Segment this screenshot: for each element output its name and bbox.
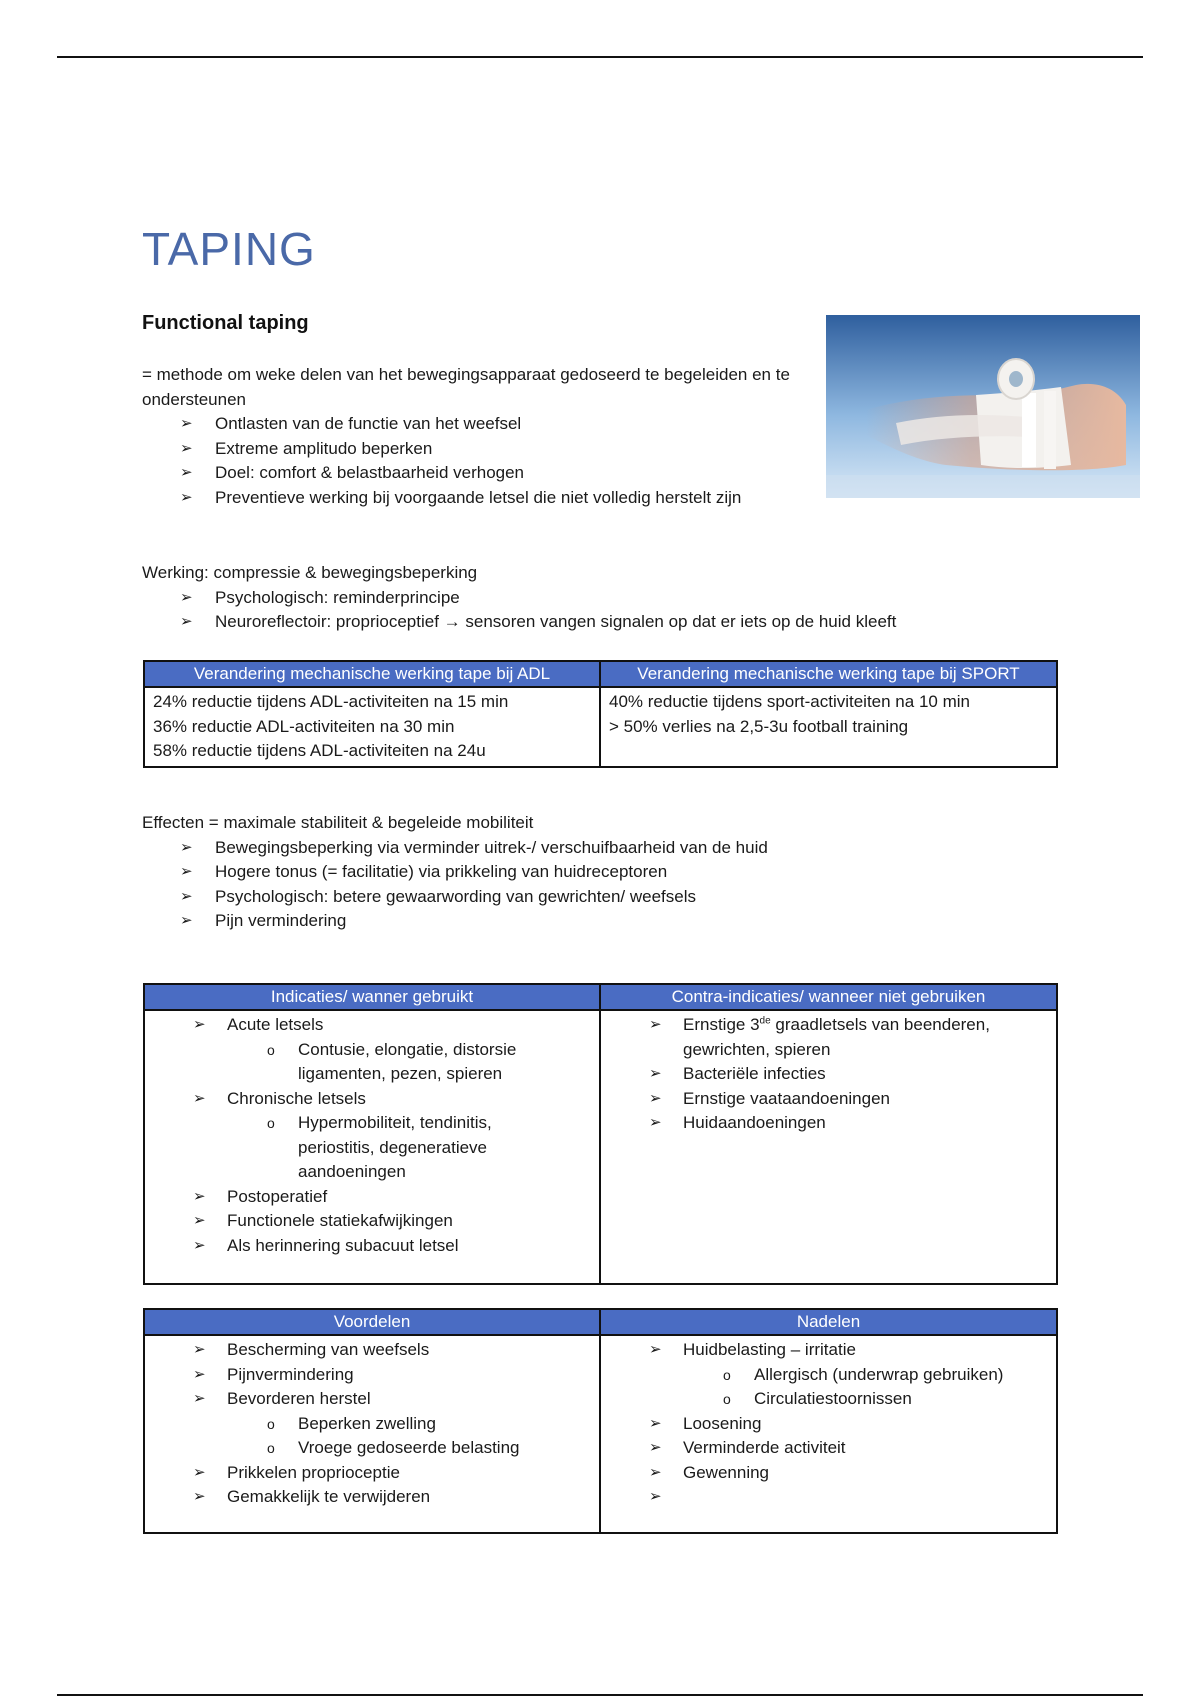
list-item: o Contusie, elongatie, distorsie ligamenten, pezen, spieren: [145, 1038, 559, 1087]
taped-ankle-photo: [826, 315, 1140, 498]
table-cell-line: 58% reductie tijdens ADL-activiteiten na 24u: [153, 741, 486, 760]
effecten-text: Effecten = maximale stabiliteit & begeleide mobiliteit: [142, 813, 534, 832]
mechanical-table: [143, 660, 1058, 768]
list-item: ➢ Gewenning: [601, 1461, 1056, 1486]
list-item: ➢ Ontlasten van de functie van het weefsel: [142, 412, 822, 437]
list-item: o Vroege gedoseerde belasting: [145, 1436, 599, 1461]
list-item: ➢ Chronische letsels: [145, 1087, 599, 1112]
werking-text: Werking: compressie & bewegingsbeperking: [142, 563, 478, 582]
list-item: ➢ Postoperatief: [145, 1185, 599, 1210]
list-item: o Hypermobiliteit, tendinitis, periostitis, degeneratieve aandoeningen: [145, 1111, 559, 1185]
werking-block: [142, 561, 1042, 635]
list-item: ➢ Preventieve werking bij voorgaande letsel die niet volledig herstelt zijn: [142, 486, 822, 511]
table-cell-line: 24% reductie tijdens ADL-activiteiten na 15 min: [153, 692, 509, 711]
definition-list: [142, 412, 822, 510]
header-rule: [57, 56, 1143, 58]
effecten-list: [142, 836, 1042, 934]
list-item: ➢ Psychologisch: betere gewaarwording van gewrichten/ weefsels: [142, 885, 1042, 910]
list-item: [145, 1013, 599, 1038]
list-item: ➢ Bevorderen herstel: [145, 1387, 599, 1412]
list-item: o Circulatiestoornissen: [601, 1387, 1056, 1412]
table-cell-line: > 50% verlies na 2,5-3u football training: [609, 716, 909, 736]
list-item: [601, 1485, 1056, 1510]
list-item: ➢ Loosening: [601, 1412, 1056, 1437]
table-header: Verandering mechanische werking tape bij ADL: [144, 661, 600, 687]
indications-cell: [144, 1010, 600, 1284]
voordelen-cell: [144, 1335, 600, 1533]
indications-table: [143, 983, 1058, 1285]
nadelen-list: [601, 1412, 1056, 1510]
table-header: Verandering mechanische werking tape bij SPORT: [600, 661, 1057, 687]
list-item: ➢ Gemakkelijk te verwijderen: [145, 1485, 599, 1510]
definition-block: [142, 363, 822, 510]
list-item-text: graadletsels van beenderen, gewrichten, spieren: [683, 1015, 990, 1059]
list-item: [601, 1013, 1036, 1062]
list-item: ➢ Doel: comfort & belastbaarheid verhogen: [142, 461, 822, 486]
list-item: ➢ Huidaandoeningen: [601, 1111, 1036, 1136]
werking-list: [142, 586, 1042, 635]
contra-indications-cell: [600, 1010, 1057, 1284]
voordelen-list: [145, 1338, 599, 1412]
indications-list: [145, 1087, 599, 1112]
list-item: ➢ Verminderde activiteit: [601, 1436, 1056, 1461]
ankle-tape-image: [826, 315, 1140, 498]
table-header: Indicaties/ wanner gebruikt: [144, 984, 600, 1010]
list-item-text: Ernstige 3: [683, 1015, 760, 1034]
nadelen-cell: [600, 1335, 1057, 1533]
list-item: ➢ Bacteriële infecties: [601, 1062, 1036, 1087]
sport-cell: [600, 687, 1057, 767]
list-item: ➢ Huidbelasting – irritatie: [601, 1338, 1056, 1363]
superscript: de: [759, 1015, 771, 1027]
list-item: ➢ Prikkelen proprioceptie: [145, 1461, 599, 1486]
pros-cons-table: [143, 1308, 1058, 1534]
table-cell-line: 36% reductie ADL-activiteiten na 30 min: [153, 716, 455, 736]
list-item: ➢ Als herinnering subacuut letsel: [145, 1234, 599, 1259]
page-title: TAPING: [142, 223, 316, 275]
list-item: ➢ Psychologisch: reminderprincipe: [142, 586, 1042, 611]
footer-rule: [57, 1694, 1143, 1696]
list-item: o Allergisch (underwrap gebruiken): [601, 1363, 1056, 1388]
table-cell-line: 40% reductie tijdens sport-activiteiten na 10 min: [609, 692, 970, 711]
indications-sublist: [145, 1111, 599, 1185]
list-item-label: Acute letsels: [227, 1015, 324, 1034]
effecten-block: [142, 811, 1042, 934]
list-item: o Beperken zwelling: [145, 1412, 599, 1437]
indications-list: [145, 1013, 599, 1038]
section-title: Functional taping: [142, 312, 309, 334]
list-item: ➢ Functionele statiekafwijkingen: [145, 1209, 599, 1234]
table-header: Voordelen: [144, 1309, 600, 1335]
voordelen-list: [145, 1461, 599, 1510]
list-item: ➢ Hogere tonus (= facilitatie) via prikkeling van huidreceptoren: [142, 860, 1042, 885]
contra-list: [601, 1013, 1056, 1136]
list-item: ➢ Bewegingsbeperking via verminder uitrek-/ verschuifbaarheid van de huid: [142, 836, 1042, 861]
definition-text: = methode om weke delen van het bewegingsapparaat gedoseerd te begeleiden en te ondersteunen: [142, 365, 790, 409]
indications-sublist: [145, 1038, 599, 1087]
voordelen-sublist: [145, 1412, 599, 1461]
list-item: ➢ Pijnvermindering: [145, 1363, 599, 1388]
indications-list: [145, 1185, 599, 1259]
nadelen-list: [601, 1338, 1056, 1363]
list-item: ➢ Ernstige vaataandoeningen: [601, 1087, 1036, 1112]
list-item: ➢ Extreme amplitudo beperken: [142, 437, 822, 462]
adl-cell: [144, 687, 600, 767]
list-item: ➢ Pijn vermindering: [142, 909, 1042, 934]
list-item: ➢ Neuroreflectoir: proprioceptief → sensoren vangen signalen op dat er iets op de huid kleeft: [142, 610, 1042, 635]
table-header: Contra-indicaties/ wanneer niet gebruiken: [600, 984, 1057, 1010]
nadelen-sublist: [601, 1363, 1056, 1412]
table-header: Nadelen: [600, 1309, 1057, 1335]
list-item: ➢ Bescherming van weefsels: [145, 1338, 599, 1363]
